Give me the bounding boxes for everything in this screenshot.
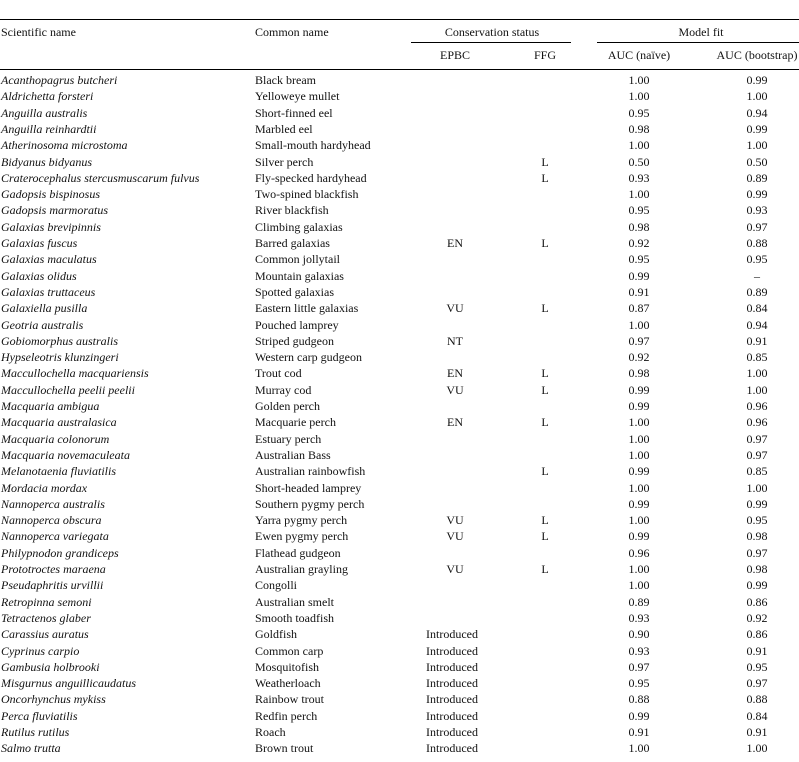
cell-auc-bootstrap-text: 1.00: [746, 741, 768, 756]
cell-auc-naive-text: 1.00: [628, 447, 650, 462]
cell-common-name: Short-headed lamprey: [255, 480, 362, 495]
table-row: [0, 300, 799, 316]
table-row: [0, 496, 799, 512]
cell-auc-bootstrap-text: 0.97: [746, 219, 768, 234]
cell-scientific-name: Acanthopagrus butcheri: [1, 73, 118, 87]
cell-auc-naive-text: 0.96: [628, 545, 650, 560]
cell-auc-bootstrap-text: 0.91: [746, 643, 768, 658]
table-row: [0, 512, 799, 528]
table-row: [0, 333, 799, 349]
table-row: [0, 414, 799, 430]
table-row: [0, 643, 799, 659]
table-row: [0, 626, 799, 642]
cell-scientific-name: Aldrichetta forsteri: [1, 89, 94, 104]
cell-epbc-text: EN: [447, 366, 463, 381]
cell-common-name: Ewen pygmy perch: [255, 529, 349, 544]
cell-auc-naive-text: 0.99: [628, 529, 650, 544]
cell-common-name: Mountain galaxias: [255, 268, 344, 283]
cell-epbc-status: Introduced: [426, 627, 478, 642]
header-model-fit: Model fit: [678, 25, 724, 39]
cell-scientific-name: Atherinosoma microstoma: [1, 138, 128, 153]
cell-common-name: Western carp gudgeon: [255, 350, 362, 365]
cell-ffg-text: L: [541, 170, 549, 185]
cell-scientific-name: Macquaria novemaculeata: [1, 447, 130, 462]
table-row: [0, 724, 799, 740]
table-row: [0, 317, 799, 333]
cell-scientific-name: Nannoperca obscura: [1, 513, 102, 528]
cell-common-name: Macquarie perch: [255, 415, 336, 430]
cell-auc-naive-text: 0.50: [628, 154, 650, 169]
cell-scientific-name: Macquaria ambigua: [1, 399, 100, 413]
cell-scientific-name: Nannoperca australis: [1, 496, 105, 511]
cell-common-name: Southern pygmy perch: [255, 496, 365, 511]
cell-auc-bootstrap-text: 0.84: [746, 301, 768, 316]
table-row: [0, 691, 799, 707]
cell-common-name: Marbled eel: [255, 121, 313, 136]
cell-common-name: Eastern little galaxias: [255, 301, 359, 316]
cell-epbc-text: VU: [446, 529, 464, 544]
table-row: [0, 170, 799, 186]
cell-common-name: Australian Bass: [255, 447, 331, 462]
table-row: [0, 480, 799, 496]
cell-auc-naive-text: 0.98: [628, 366, 650, 381]
table-row: [0, 610, 799, 626]
cell-scientific-name: Mordacia mordax: [1, 480, 88, 495]
cell-auc-naive-text: 1.00: [628, 73, 650, 87]
table-row: [0, 235, 799, 251]
cell-auc-naive-text: 1.00: [628, 415, 650, 430]
table-row: [0, 72, 799, 88]
table-row: [0, 121, 799, 137]
cell-auc-bootstrap-text: 0.99: [746, 578, 768, 593]
cell-common-name: Climbing galaxias: [255, 219, 343, 234]
cell-scientific-name: Salmo trutta: [1, 741, 61, 756]
cell-scientific-name: Gadopsis marmoratus: [1, 203, 109, 218]
cell-auc-naive-text: 1.00: [628, 138, 650, 153]
cell-auc-bootstrap-text: 0.97: [746, 545, 768, 560]
cell-auc-naive-text: 0.93: [628, 610, 650, 625]
table-row: [0, 447, 799, 463]
cell-common-name: Short-finned eel: [255, 105, 333, 120]
cell-auc-bootstrap-text: 1.00: [746, 382, 768, 397]
cell-ffg-text: L: [541, 464, 549, 479]
cell-scientific-name: Prototroctes maraena: [1, 562, 106, 576]
cell-auc-bootstrap-text: 0.99: [746, 496, 768, 511]
cell-scientific-name: Philypnodon grandiceps: [1, 545, 119, 560]
cell-auc-naive-text: 1.00: [628, 187, 650, 202]
cell-scientific-name: Perca fluviatilis: [1, 708, 78, 723]
cell-common-name: Pouched lamprey: [255, 317, 339, 332]
cell-common-name: Australian grayling: [255, 562, 348, 576]
cell-scientific-name: Galaxias olidus: [1, 268, 77, 283]
cell-common-name: Fly-specked hardyhead: [255, 170, 367, 185]
table-row: [0, 463, 799, 479]
cell-scientific-name: Hypseleotris klunzingeri: [1, 350, 119, 365]
cell-common-name: Flathead gudgeon: [255, 545, 341, 560]
cell-auc-naive-text: 1.00: [628, 562, 650, 576]
cell-common-name: Common jollytail: [255, 252, 341, 267]
cell-epbc-text: EN: [447, 236, 463, 250]
cell-auc-bootstrap-text: 0.92: [746, 610, 768, 625]
cell-scientific-name: Galaxias fuscus: [1, 236, 78, 250]
table-row: [0, 105, 799, 121]
header-common-name: Common name: [255, 25, 329, 39]
cell-auc-naive-text: 0.95: [628, 203, 650, 218]
cell-common-name: Mosquitofish: [255, 659, 320, 674]
cell-common-name: Black bream: [255, 73, 316, 87]
table-row: [0, 365, 799, 381]
cell-ffg-text: L: [541, 366, 549, 381]
table-row: [0, 708, 799, 724]
table-row: [0, 202, 799, 218]
cell-scientific-name: Craterocephalus stercusmuscarum fulvus: [1, 170, 200, 185]
cell-auc-naive-text: 0.97: [628, 659, 650, 674]
cell-auc-bootstrap-text: 0.85: [746, 350, 768, 365]
table-row: [0, 268, 799, 284]
cell-auc-bootstrap-text: 1.00: [746, 138, 768, 153]
table-row: [0, 137, 799, 153]
table-row: [0, 545, 799, 561]
cell-auc-naive-text: 0.99: [628, 268, 650, 283]
table-row: [0, 186, 799, 202]
cell-scientific-name: Macquaria colonorum: [1, 431, 110, 446]
header-auc-naive: AUC (naïve): [607, 48, 671, 62]
table-row: [0, 528, 799, 544]
cell-scientific-name: Macquaria australasica: [1, 415, 117, 430]
cell-epbc-status: Introduced: [426, 659, 478, 674]
table-row: [0, 577, 799, 593]
cell-epbc-text: NT: [447, 333, 463, 348]
cell-scientific-name: Maccullochella macquariensis: [1, 366, 149, 381]
cell-scientific-name: Gambusia holbrooki: [1, 659, 100, 674]
cell-auc-bootstrap-text: 0.86: [746, 627, 768, 642]
table-row: [0, 284, 799, 300]
table-row: [0, 431, 799, 447]
cell-auc-bootstrap-text: 0.85: [746, 464, 768, 479]
cell-auc-bootstrap-text: 0.95: [746, 513, 768, 528]
table-row: [0, 594, 799, 610]
cell-scientific-name: Oncorhynchus mykiss: [1, 692, 106, 707]
cell-common-name: River blackfish: [255, 203, 329, 218]
cell-ffg-text: L: [541, 415, 549, 430]
cell-auc-bootstrap-text: 0.99: [746, 187, 768, 202]
cell-epbc-text: VU: [446, 562, 464, 576]
cell-auc-naive-text: 0.95: [628, 105, 650, 120]
cell-common-name: Australian rainbowfish: [255, 464, 366, 479]
cell-common-name: Two-spined blackfish: [255, 187, 359, 202]
cell-common-name: Goldfish: [255, 627, 297, 642]
cell-common-name: Trout cod: [255, 366, 302, 381]
cell-common-name: Striped gudgeon: [255, 333, 334, 348]
cell-common-name: Golden perch: [255, 399, 320, 413]
cell-scientific-name: Tetractenos glaber: [1, 610, 91, 625]
header-ffg: FFG: [533, 48, 557, 62]
cell-scientific-name: Retropinna semoni: [1, 594, 92, 609]
cell-auc-bootstrap-text: 0.91: [746, 333, 768, 348]
cell-epbc-status: Introduced: [426, 741, 478, 756]
cell-scientific-name: Cyprinus carpio: [1, 643, 80, 658]
cell-auc-naive-text: 1.00: [628, 513, 650, 528]
cell-auc-bootstrap-text: 0.98: [746, 529, 768, 544]
header-bottom-rule: [0, 69, 799, 70]
cell-auc-bootstrap-text: 1.00: [746, 366, 768, 381]
cell-common-name: Congolli: [255, 578, 298, 593]
table-row: [0, 561, 799, 577]
cell-common-name: Yarra pygmy perch: [255, 513, 348, 528]
cell-auc-naive-text: 0.99: [628, 399, 650, 413]
table-row: [0, 659, 799, 675]
table-row: [0, 251, 799, 267]
cell-epbc-status: Introduced: [426, 692, 478, 707]
cell-auc-bootstrap-text: 0.94: [746, 317, 768, 332]
header-epbc: EPBC: [439, 48, 471, 62]
cell-epbc-status: Introduced: [426, 643, 478, 658]
cell-scientific-name: Rutilus rutilus: [1, 725, 70, 739]
cell-common-name: Redfin perch: [255, 708, 318, 723]
cell-auc-bootstrap-text: 0.91: [746, 725, 768, 739]
cell-auc-naive-text: 0.90: [628, 627, 650, 642]
cell-ffg-text: L: [541, 154, 549, 169]
table-top-rule: [0, 19, 799, 20]
cell-auc-bootstrap-text: 0.98: [746, 562, 768, 576]
cell-scientific-name: Galaxias truttaceus: [1, 284, 96, 299]
cell-auc-bootstrap-text: 0.88: [746, 236, 768, 250]
cell-auc-naive-text: 0.91: [628, 725, 650, 739]
cell-auc-bootstrap-text: 0.95: [746, 659, 768, 674]
cell-auc-naive-text: 0.95: [628, 252, 650, 267]
cell-auc-bootstrap-text: 0.94: [746, 105, 768, 120]
table-row: [0, 219, 799, 235]
cell-epbc-text: VU: [446, 382, 464, 397]
header-auc-bootstrap: AUC (bootstrap): [716, 48, 798, 62]
cell-auc-naive-text: 0.99: [628, 496, 650, 511]
cell-auc-bootstrap-text: 0.84: [746, 708, 768, 723]
cell-auc-naive-text: 0.91: [628, 284, 650, 299]
cell-auc-naive-text: 0.99: [628, 464, 650, 479]
cell-scientific-name: Nannoperca variegata: [1, 529, 109, 544]
cell-auc-naive-text: 1.00: [628, 741, 650, 756]
table-row: [0, 154, 799, 170]
cell-scientific-name: Gobiomorphus australis: [1, 333, 119, 348]
cell-ffg-text: L: [541, 382, 549, 397]
cell-auc-bootstrap-text: 0.96: [746, 415, 768, 430]
cell-auc-bootstrap-text: 0.97: [746, 447, 768, 462]
cell-auc-bootstrap-text: 0.95: [746, 252, 768, 267]
cell-common-name: Yelloweye mullet: [255, 89, 340, 104]
cell-auc-bootstrap-text: 0.99: [746, 73, 768, 87]
conservation-status-subrule: [411, 42, 571, 43]
cell-auc-naive-text: 0.92: [628, 350, 650, 365]
header-conservation-status: Conservation status: [444, 25, 540, 39]
cell-common-name: Murray cod: [255, 382, 312, 397]
cell-scientific-name: Bidyanus bidyanus: [1, 154, 92, 169]
cell-epbc-text: EN: [447, 415, 463, 430]
cell-scientific-name: Anguilla australis: [1, 105, 88, 120]
cell-scientific-name: Melanotaenia fluviatilis: [1, 464, 116, 479]
cell-auc-bootstrap-text: 0.89: [746, 170, 768, 185]
cell-scientific-name: Carassius auratus: [1, 627, 89, 642]
cell-auc-bootstrap-text: 0.88: [746, 692, 768, 707]
cell-scientific-name: Geotria australis: [1, 317, 84, 332]
cell-ffg-text: L: [541, 236, 549, 250]
cell-common-name: Roach: [255, 725, 286, 739]
cell-scientific-name: Galaxias brevipinnis: [1, 219, 101, 234]
cell-auc-bootstrap-text: 1.00: [746, 480, 768, 495]
cell-epbc-status: Introduced: [426, 708, 478, 723]
cell-common-name: Silver perch: [255, 154, 314, 169]
cell-auc-bootstrap-text: 0.96: [746, 399, 768, 413]
cell-common-name: Small-mouth hardyhead: [255, 138, 371, 153]
cell-common-name: Australian smelt: [255, 594, 334, 609]
cell-auc-naive-text: 0.98: [628, 219, 650, 234]
cell-auc-bootstrap-text: 0.99: [746, 121, 768, 136]
cell-scientific-name: Gadopsis bispinosus: [1, 187, 101, 202]
cell-auc-naive-text: 0.97: [628, 333, 650, 348]
cell-common-name: Spotted galaxias: [255, 284, 334, 299]
cell-scientific-name: Galaxiella pusilla: [1, 301, 88, 316]
cell-scientific-name: Pseudaphritis urvillii: [1, 578, 104, 593]
cell-auc-naive-text: 0.88: [628, 692, 650, 707]
cell-common-name: Weatherloach: [255, 676, 321, 691]
cell-auc-naive-text: 0.89: [628, 594, 650, 609]
cell-scientific-name: Maccullochella peelii peelii: [1, 382, 135, 397]
cell-auc-bootstrap-text: 0.89: [746, 284, 768, 299]
cell-common-name: Barred galaxias: [255, 236, 330, 250]
cell-auc-naive-text: 1.00: [628, 431, 650, 446]
cell-ffg-text: L: [541, 301, 549, 316]
cell-ffg-text: L: [541, 562, 549, 576]
cell-auc-bootstrap-text: –: [754, 268, 760, 283]
table-row: [0, 88, 799, 104]
cell-auc-naive-text: 1.00: [628, 317, 650, 332]
cell-auc-naive-text: 0.87: [628, 301, 650, 316]
cell-common-name: Common carp: [255, 643, 324, 658]
cell-common-name: Rainbow trout: [255, 692, 324, 707]
cell-epbc-text: VU: [446, 301, 464, 316]
cell-common-name: Estuary perch: [255, 431, 322, 446]
cell-epbc-text: VU: [446, 513, 464, 528]
cell-auc-bootstrap-text: 0.93: [746, 203, 768, 218]
cell-auc-naive-text: 0.98: [628, 121, 650, 136]
cell-auc-naive-text: 1.00: [628, 89, 650, 104]
cell-scientific-name: Misgurnus anguillicaudatus: [1, 676, 137, 691]
table-row: [0, 740, 799, 756]
cell-auc-bootstrap-text: 0.97: [746, 676, 768, 691]
cell-auc-naive-text: 0.95: [628, 676, 650, 691]
table-row: [0, 398, 799, 414]
table-row: [0, 382, 799, 398]
header-scientific-name: Scientific name: [1, 25, 76, 39]
cell-auc-naive-text: 0.93: [628, 170, 650, 185]
model-fit-subrule: [597, 42, 799, 43]
cell-auc-naive-text: 0.99: [628, 382, 650, 397]
cell-epbc-status: Introduced: [426, 676, 478, 691]
cell-auc-naive-text: 0.92: [628, 236, 650, 250]
cell-ffg-text: L: [541, 529, 549, 544]
cell-ffg-text: L: [541, 513, 549, 528]
table-row: [0, 349, 799, 365]
cell-auc-naive-text: 0.93: [628, 643, 650, 658]
cell-auc-naive-text: 1.00: [628, 480, 650, 495]
table-row: [0, 675, 799, 691]
cell-scientific-name: Anguilla reinhardtii: [1, 121, 97, 136]
cell-auc-bootstrap-text: 1.00: [746, 89, 768, 104]
cell-epbc-status: Introduced: [426, 725, 478, 739]
cell-common-name: Brown trout: [255, 741, 314, 756]
cell-auc-bootstrap-text: 0.50: [746, 154, 768, 169]
cell-common-name: Smooth toadfish: [255, 610, 335, 625]
cell-auc-naive-text: 0.99: [628, 708, 650, 723]
cell-auc-bootstrap-text: 0.86: [746, 594, 768, 609]
cell-auc-naive-text: 1.00: [628, 578, 650, 593]
cell-scientific-name: Galaxias maculatus: [1, 252, 97, 267]
cell-auc-bootstrap-text: 0.97: [746, 431, 768, 446]
